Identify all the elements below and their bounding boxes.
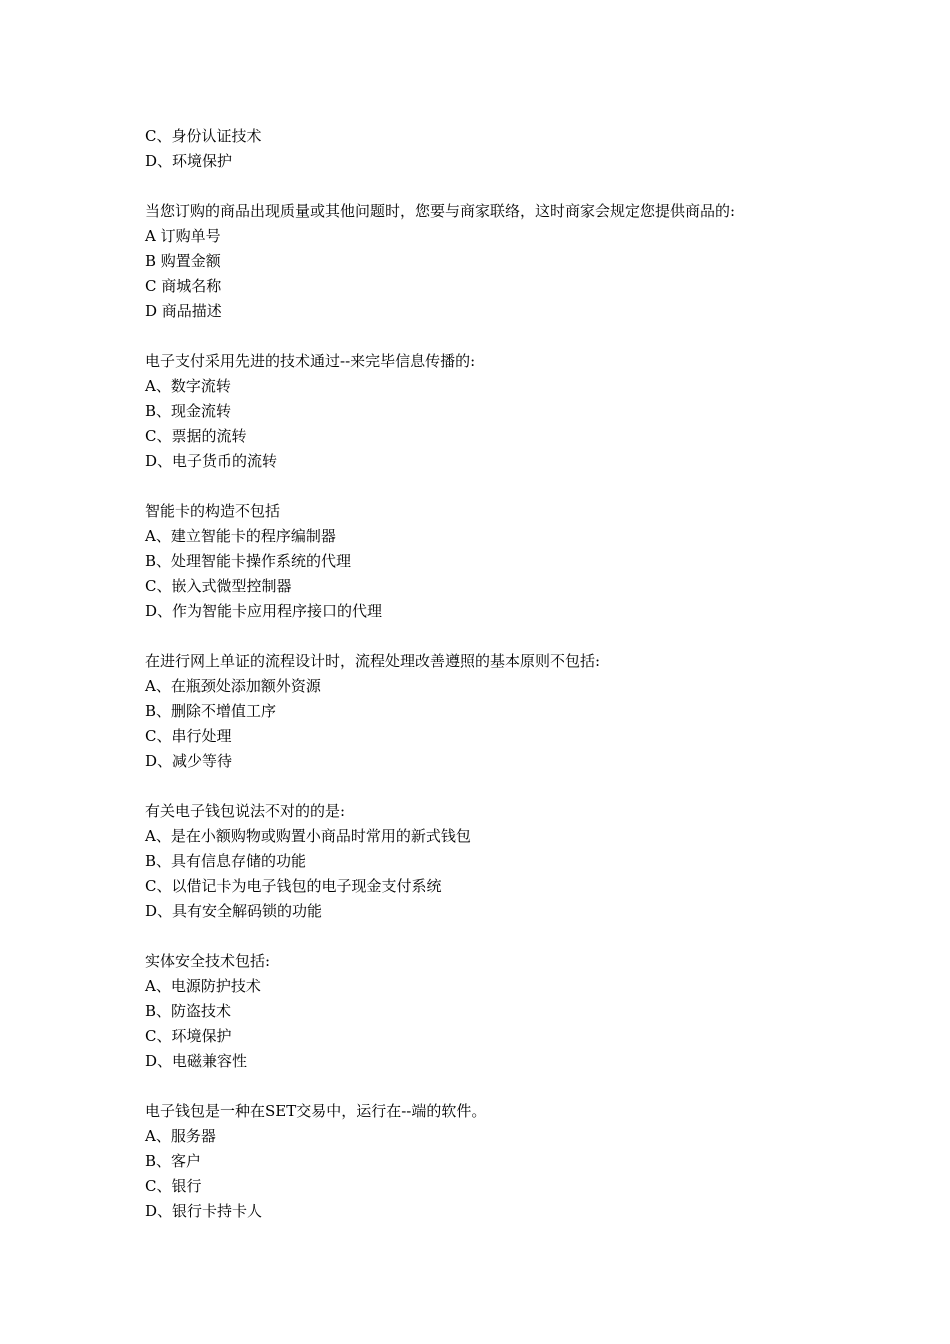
option-a: A、电源防护技术 xyxy=(145,977,261,995)
question-text: 电子钱包是一种在SET交易中，运行在--端的软件。 xyxy=(145,1102,487,1120)
question-block-5 xyxy=(145,799,825,924)
option-d: D、减少等待 xyxy=(145,752,233,770)
question-block-4 xyxy=(145,649,825,774)
option-c: C、环境保护 xyxy=(145,1027,232,1045)
option-a: A、建立智能卡的程序编制器 xyxy=(145,527,336,545)
option-a: A、是在小额购物或购置小商品时常用的新式钱包 xyxy=(145,827,471,845)
question-text: 实体安全技术包括: xyxy=(145,952,271,970)
spacer xyxy=(145,774,825,799)
option-c: C、嵌入式微型控制器 xyxy=(145,577,292,595)
spacer xyxy=(145,1074,825,1099)
option-a: A、数字流转 xyxy=(145,377,231,395)
option-c: C、身份认证技术 xyxy=(145,127,262,145)
option-b: B、具有信息存储的功能 xyxy=(145,852,307,870)
option-b: B 购置金额 xyxy=(145,252,221,270)
question-block-7 xyxy=(145,1099,825,1224)
option-d: D、具有安全解码锁的功能 xyxy=(145,902,323,920)
question-text: 有关电子钱包说法不对的的是: xyxy=(145,802,346,820)
option-c: C、以借记卡为电子钱包的电子现金支付系统 xyxy=(145,877,442,895)
question-block-1 xyxy=(145,199,825,324)
option-c: C 商城名称 xyxy=(145,277,222,295)
option-c: C、银行 xyxy=(145,1177,202,1195)
option-c: C、串行处理 xyxy=(145,727,232,745)
question-text: 电子支付采用先进的技术通过--来完毕信息传播的: xyxy=(145,352,476,370)
option-d: D 商品描述 xyxy=(145,302,222,320)
option-a: A、服务器 xyxy=(145,1127,216,1145)
option-d: D、环境保护 xyxy=(145,152,233,170)
option-b: B、处理智能卡操作系统的代理 xyxy=(145,552,352,570)
question-text: 智能卡的构造不包括 xyxy=(145,502,281,520)
spacer xyxy=(145,174,825,199)
option-b: B、删除不增值工序 xyxy=(145,702,277,720)
option-b: B、客户 xyxy=(145,1152,202,1170)
question-text: 在进行网上单证的流程设计时，流程处理改善遵照的基本原则不包括: xyxy=(145,652,601,670)
question-text: 当您订购的商品出现质量或其他问题时，您要与商家联络，这时商家会规定您提供商品的: xyxy=(145,202,736,220)
question-block-3 xyxy=(145,499,825,624)
spacer xyxy=(145,474,825,499)
question-block-2 xyxy=(145,349,825,474)
option-d: D、电子货币的流转 xyxy=(145,452,278,470)
spacer xyxy=(145,324,825,349)
question-block-6 xyxy=(145,949,825,1074)
spacer xyxy=(145,624,825,649)
option-a: A 订购单号 xyxy=(145,227,221,245)
option-b: B、防盗技术 xyxy=(145,1002,232,1020)
option-d: D、电磁兼容性 xyxy=(145,1052,248,1070)
option-d: D、作为智能卡应用程序接口的代理 xyxy=(145,602,383,620)
document-page xyxy=(145,124,825,1224)
question-fragment xyxy=(145,124,825,174)
option-a: A、在瓶颈处添加额外资源 xyxy=(145,677,321,695)
option-c: C、票据的流转 xyxy=(145,427,247,445)
spacer xyxy=(145,924,825,949)
option-b: B、现金流转 xyxy=(145,402,232,420)
option-d: D、银行卡持卡人 xyxy=(145,1202,263,1220)
